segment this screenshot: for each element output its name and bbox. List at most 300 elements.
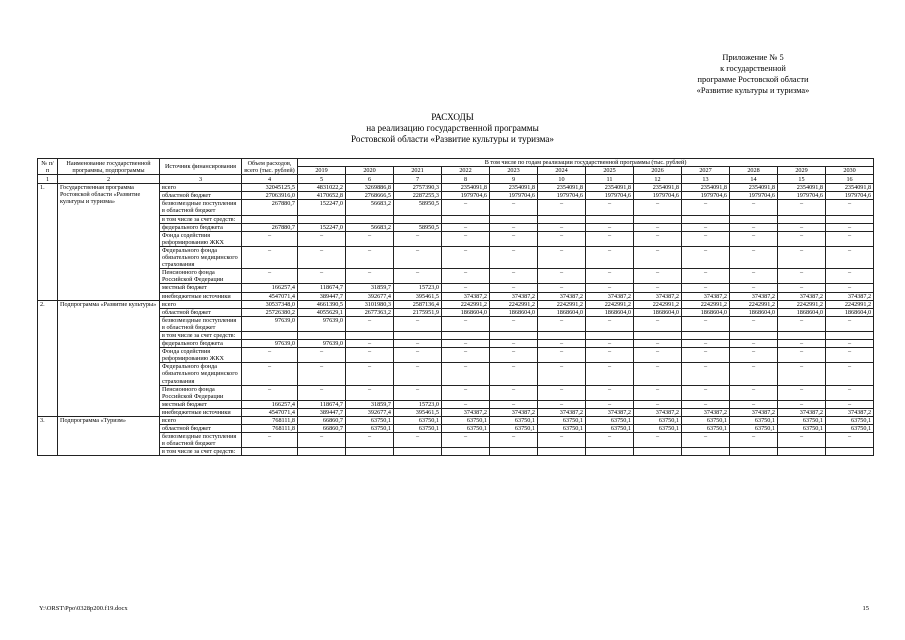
year-value: – <box>490 246 538 268</box>
funding-source: всего <box>160 184 242 192</box>
year-value: 1979704,6 <box>730 192 778 200</box>
year-value: – <box>730 385 778 400</box>
year-value: – <box>346 385 394 400</box>
year-value: 2354091,8 <box>730 184 778 192</box>
year-value: 1868604,0 <box>826 308 874 316</box>
year-value <box>490 215 538 223</box>
year-value <box>442 331 490 339</box>
column-index: 2 <box>58 175 160 184</box>
year-value: – <box>394 269 442 284</box>
funding-source: местный бюджет <box>160 400 242 408</box>
year-value: 4055629,1 <box>298 308 346 316</box>
funding-source: безвозмездные поступления в областной бюджет <box>160 316 242 331</box>
table-row <box>38 385 874 400</box>
year-value <box>394 215 442 223</box>
table-row <box>38 340 874 348</box>
year-value: – <box>778 223 826 231</box>
year-value: 63750,1 <box>490 417 538 425</box>
year-value <box>682 331 730 339</box>
year-value: – <box>826 223 874 231</box>
year-value: 63750,1 <box>586 425 634 433</box>
year-value: 2175951,9 <box>394 308 442 316</box>
appendix-line-3: программе Ростовской области <box>697 75 809 84</box>
year-value: – <box>346 340 394 348</box>
year-value: 374387,2 <box>442 292 490 300</box>
funding-source: в том числе за счет средств: <box>160 331 242 339</box>
year-value: – <box>682 385 730 400</box>
table-row <box>38 400 874 408</box>
year-value: – <box>298 385 346 400</box>
year-value <box>826 331 874 339</box>
table-row <box>38 348 874 363</box>
year-value: – <box>538 316 586 331</box>
column-index: 15 <box>778 175 826 184</box>
section-number: 2. <box>38 300 58 416</box>
year-value: – <box>826 363 874 385</box>
year-value: – <box>586 348 634 363</box>
total-value: 97639,0 <box>242 316 298 331</box>
year-value: 56683,2 <box>346 223 394 231</box>
section-number: 3. <box>38 417 58 456</box>
year-value: – <box>778 269 826 284</box>
table-row <box>38 200 874 215</box>
year-value: 63750,1 <box>442 417 490 425</box>
table-row <box>38 223 874 231</box>
year-value: 97639,0 <box>298 316 346 331</box>
year-value: – <box>442 433 490 448</box>
year-value: – <box>682 246 730 268</box>
year-value: 374387,2 <box>778 408 826 416</box>
year-value: – <box>634 316 682 331</box>
funding-source: всего <box>160 300 242 308</box>
total-value: 25726380,2 <box>242 308 298 316</box>
year-value: – <box>682 348 730 363</box>
year-value: 4661390,5 <box>298 300 346 308</box>
column-index: 4 <box>242 175 298 184</box>
year-value: – <box>826 284 874 292</box>
column-index: 1 <box>38 175 58 184</box>
year-value: 1979704,6 <box>778 192 826 200</box>
year-value: – <box>682 400 730 408</box>
year-value: – <box>298 269 346 284</box>
year-value: 392677,4 <box>346 408 394 416</box>
funding-source: областной бюджет <box>160 425 242 433</box>
table-row <box>38 433 874 448</box>
header-year: 2024 <box>538 167 586 175</box>
year-value: – <box>634 385 682 400</box>
funding-source: Федерального фонда обязательного медицинского страхования <box>160 363 242 385</box>
year-value: 1868604,0 <box>778 308 826 316</box>
funding-source: федерального бюджета <box>160 340 242 348</box>
year-value: – <box>538 231 586 246</box>
year-value: – <box>730 400 778 408</box>
year-value: – <box>538 246 586 268</box>
year-value: 63750,1 <box>826 425 874 433</box>
header-volume: Объем расходов, всего (тыс. рублей) <box>242 159 298 175</box>
header-year: 2022 <box>442 167 490 175</box>
year-value: 1868604,0 <box>586 308 634 316</box>
year-value: – <box>538 200 586 215</box>
footer-page-number: 15 <box>862 605 869 612</box>
year-value: 2587136,4 <box>394 300 442 308</box>
program-name: Подпрограмма «Развитие культуры» <box>58 300 160 416</box>
funding-source: федерального бюджета <box>160 223 242 231</box>
year-value: – <box>442 363 490 385</box>
year-value: – <box>826 385 874 400</box>
year-value <box>490 331 538 339</box>
total-value: – <box>242 433 298 448</box>
year-value: 1868604,0 <box>538 308 586 316</box>
year-value <box>682 448 730 456</box>
header-year: 2021 <box>394 167 442 175</box>
year-value: 1868604,0 <box>634 308 682 316</box>
year-value <box>298 215 346 223</box>
title-line-1: РАСХОДЫ <box>431 112 474 122</box>
year-value: – <box>490 433 538 448</box>
total-value: 768111,8 <box>242 425 298 433</box>
year-value: – <box>538 269 586 284</box>
year-value: 15723,0 <box>394 400 442 408</box>
year-value: – <box>778 284 826 292</box>
table-row <box>38 425 874 433</box>
year-value: – <box>346 433 394 448</box>
year-value: – <box>442 231 490 246</box>
year-value: – <box>682 223 730 231</box>
year-value <box>634 215 682 223</box>
year-value: 2242991,2 <box>634 300 682 308</box>
year-value: – <box>490 385 538 400</box>
funding-source: в том числе за счет средств: <box>160 448 242 456</box>
year-value: 2242991,2 <box>538 300 586 308</box>
year-value: – <box>442 223 490 231</box>
year-value: – <box>298 231 346 246</box>
year-value: – <box>586 269 634 284</box>
year-value: – <box>778 385 826 400</box>
year-value: 4831022,2 <box>298 184 346 192</box>
year-value: 15723,0 <box>394 284 442 292</box>
year-value: – <box>778 433 826 448</box>
year-value: 2242991,2 <box>682 300 730 308</box>
year-value: – <box>634 231 682 246</box>
year-value: – <box>442 348 490 363</box>
year-value: – <box>298 433 346 448</box>
year-value: – <box>634 400 682 408</box>
year-value: 2354091,8 <box>586 184 634 192</box>
year-value: – <box>394 246 442 268</box>
year-value: 63750,1 <box>346 417 394 425</box>
year-value: 63750,1 <box>682 417 730 425</box>
year-value: 2242991,2 <box>586 300 634 308</box>
total-value: – <box>242 348 298 363</box>
year-value <box>538 448 586 456</box>
year-value: – <box>634 200 682 215</box>
expenses-table <box>37 158 874 456</box>
year-value: – <box>586 340 634 348</box>
year-value: 1979704,6 <box>634 192 682 200</box>
year-value: 63750,1 <box>394 417 442 425</box>
year-value: – <box>682 231 730 246</box>
total-value: – <box>242 385 298 400</box>
header-name: Наименование государственной программы, подпрограммы <box>58 159 160 175</box>
total-value: 32045125,5 <box>242 184 298 192</box>
year-value <box>730 448 778 456</box>
year-value <box>538 331 586 339</box>
year-value: – <box>778 246 826 268</box>
year-value: – <box>490 340 538 348</box>
appendix-line-1: Приложение № 5 <box>722 53 784 62</box>
table-row <box>38 448 874 456</box>
year-value: 118674,7 <box>298 284 346 292</box>
column-index: 16 <box>826 175 874 184</box>
year-value: – <box>730 363 778 385</box>
funding-source: областной бюджет <box>160 308 242 316</box>
year-value: – <box>538 433 586 448</box>
year-value: – <box>538 400 586 408</box>
year-value: 2354091,8 <box>826 184 874 192</box>
total-value: 166257,4 <box>242 284 298 292</box>
header-year: 2026 <box>634 167 682 175</box>
year-value: 63750,1 <box>346 425 394 433</box>
title-line-3: Ростовской области «Развитие культуры и туризма» <box>350 134 555 144</box>
year-value: – <box>490 200 538 215</box>
year-value: 63750,1 <box>778 425 826 433</box>
total-value: 4547071,4 <box>242 292 298 300</box>
header-index-row <box>38 175 874 184</box>
year-value: – <box>346 246 394 268</box>
header-year: 2023 <box>490 167 538 175</box>
header-year: 2030 <box>826 167 874 175</box>
column-index: 8 <box>442 175 490 184</box>
year-value: – <box>730 269 778 284</box>
header-year: 2027 <box>682 167 730 175</box>
table-row <box>38 284 874 292</box>
year-value: 63750,1 <box>538 417 586 425</box>
year-value: 1868604,0 <box>730 308 778 316</box>
column-index: 13 <box>682 175 730 184</box>
header-year: 2020 <box>346 167 394 175</box>
year-value: 374387,2 <box>682 292 730 300</box>
table-row <box>38 192 874 200</box>
year-value <box>346 448 394 456</box>
funding-source: всего <box>160 417 242 425</box>
year-value: – <box>394 385 442 400</box>
year-value: 2242991,2 <box>490 300 538 308</box>
total-value <box>242 331 298 339</box>
year-value: – <box>586 385 634 400</box>
year-value: – <box>634 363 682 385</box>
year-value: 152247,0 <box>298 223 346 231</box>
year-value <box>346 331 394 339</box>
year-value: 389447,7 <box>298 408 346 416</box>
header-year: 2029 <box>778 167 826 175</box>
column-index: 11 <box>586 175 634 184</box>
year-value: 1868604,0 <box>442 308 490 316</box>
year-value: – <box>586 246 634 268</box>
year-value <box>730 215 778 223</box>
year-value: – <box>298 246 346 268</box>
year-value: – <box>586 200 634 215</box>
year-value <box>586 215 634 223</box>
year-value: 374387,2 <box>490 408 538 416</box>
year-value: – <box>682 269 730 284</box>
year-value: 118674,7 <box>298 400 346 408</box>
year-value: – <box>682 200 730 215</box>
total-value: 30537348,0 <box>242 300 298 308</box>
year-value: 2287255,3 <box>394 192 442 200</box>
program-name: Государственная программа Ростовской области «Развитие культуры и туризма» <box>58 184 160 300</box>
funding-source: в том числе за счет средств: <box>160 215 242 223</box>
year-value: 395461,5 <box>394 292 442 300</box>
year-value: – <box>442 246 490 268</box>
year-value: – <box>346 348 394 363</box>
document-title <box>0 112 905 145</box>
year-value: 2354091,8 <box>634 184 682 192</box>
year-value: – <box>394 433 442 448</box>
year-value: 2354091,8 <box>778 184 826 192</box>
program-name: Подпрограмма «Туризм» <box>58 417 160 456</box>
year-value: 58950,5 <box>394 223 442 231</box>
year-value: – <box>586 400 634 408</box>
year-value: – <box>490 284 538 292</box>
year-value <box>634 448 682 456</box>
year-value: 2757390,3 <box>394 184 442 192</box>
year-value: – <box>778 340 826 348</box>
year-value <box>442 215 490 223</box>
year-value: – <box>826 433 874 448</box>
year-value: 374387,2 <box>586 408 634 416</box>
year-value: – <box>394 340 442 348</box>
year-value: – <box>394 363 442 385</box>
year-value: 63750,1 <box>490 425 538 433</box>
year-value: – <box>682 316 730 331</box>
year-value: – <box>730 340 778 348</box>
total-value: 4547071,4 <box>242 408 298 416</box>
total-value <box>242 448 298 456</box>
year-value: – <box>298 348 346 363</box>
year-value: 389447,7 <box>298 292 346 300</box>
year-value: 1979704,6 <box>682 192 730 200</box>
year-value: – <box>730 433 778 448</box>
header-years-caption: В том числе по годам реализации государственной программы (тыс. рублей) <box>298 159 874 167</box>
total-value: – <box>242 246 298 268</box>
year-value: – <box>682 433 730 448</box>
year-value: 2242991,2 <box>826 300 874 308</box>
year-value <box>538 215 586 223</box>
table-row <box>38 215 874 223</box>
year-value: – <box>826 316 874 331</box>
year-value: – <box>682 340 730 348</box>
total-value: 267880,7 <box>242 200 298 215</box>
year-value: – <box>490 363 538 385</box>
header-year: 2025 <box>586 167 634 175</box>
year-value: – <box>586 316 634 331</box>
funding-source: внебюджетные источники <box>160 292 242 300</box>
year-value: 1868604,0 <box>682 308 730 316</box>
year-value: 63750,1 <box>682 425 730 433</box>
year-value: – <box>442 284 490 292</box>
title-line-2: на реализацию государственной программы <box>366 123 539 133</box>
funding-source: Пенсионного фонда Российской Федерации <box>160 269 242 284</box>
year-value: 2354091,8 <box>538 184 586 192</box>
year-value <box>682 215 730 223</box>
total-value: 97639,0 <box>242 340 298 348</box>
year-value: – <box>730 200 778 215</box>
year-value: 374387,2 <box>778 292 826 300</box>
funding-source: безвозмездные поступления в областной бюджет <box>160 433 242 448</box>
year-value: 374387,2 <box>490 292 538 300</box>
table-row <box>38 316 874 331</box>
year-value: 374387,2 <box>538 408 586 416</box>
year-value: 97639,0 <box>298 340 346 348</box>
year-value: – <box>442 316 490 331</box>
table-row <box>38 308 874 316</box>
year-value: 374387,2 <box>634 408 682 416</box>
table-row <box>38 246 874 268</box>
year-value: – <box>730 223 778 231</box>
year-value: – <box>730 231 778 246</box>
year-value: 374387,2 <box>586 292 634 300</box>
column-index: 6 <box>346 175 394 184</box>
year-value: – <box>634 284 682 292</box>
column-index: 3 <box>160 175 242 184</box>
year-value <box>490 448 538 456</box>
year-value: 1979704,6 <box>538 192 586 200</box>
year-value: 2677363,2 <box>346 308 394 316</box>
year-value: – <box>394 231 442 246</box>
year-value: – <box>538 340 586 348</box>
year-value: 374387,2 <box>442 408 490 416</box>
year-value: 63750,1 <box>538 425 586 433</box>
table-row <box>38 408 874 416</box>
table-row <box>38 231 874 246</box>
year-value: – <box>394 348 442 363</box>
year-value: – <box>730 246 778 268</box>
year-value: 63750,1 <box>586 417 634 425</box>
total-value: 27063916,0 <box>242 192 298 200</box>
year-value: – <box>490 269 538 284</box>
year-value: 4170652,8 <box>298 192 346 200</box>
total-value: 768111,8 <box>242 417 298 425</box>
year-value: – <box>442 340 490 348</box>
year-value: – <box>826 231 874 246</box>
year-value: – <box>682 363 730 385</box>
year-value <box>778 331 826 339</box>
year-value: – <box>778 316 826 331</box>
year-value: 374387,2 <box>682 408 730 416</box>
year-value <box>778 215 826 223</box>
year-value: 2768666,5 <box>346 192 394 200</box>
year-value: 1868604,0 <box>490 308 538 316</box>
appendix-caption <box>653 52 853 96</box>
column-index: 7 <box>394 175 442 184</box>
year-value: 1979704,6 <box>586 192 634 200</box>
column-index: 12 <box>634 175 682 184</box>
table-row <box>38 417 874 425</box>
year-value: – <box>778 348 826 363</box>
year-value <box>346 215 394 223</box>
header-year: 2028 <box>730 167 778 175</box>
footer-file-path: Y:\ORST\Ppo\0328p200.f19.docx <box>39 605 128 612</box>
year-value: 3269886,8 <box>346 184 394 192</box>
year-value: – <box>826 246 874 268</box>
appendix-line-4: «Развитие культуры и туризма» <box>696 86 810 95</box>
year-value: – <box>586 223 634 231</box>
year-value: 2242991,2 <box>730 300 778 308</box>
section-number: 1. <box>38 184 58 300</box>
year-value: – <box>538 348 586 363</box>
total-value: – <box>242 269 298 284</box>
year-value: – <box>778 231 826 246</box>
